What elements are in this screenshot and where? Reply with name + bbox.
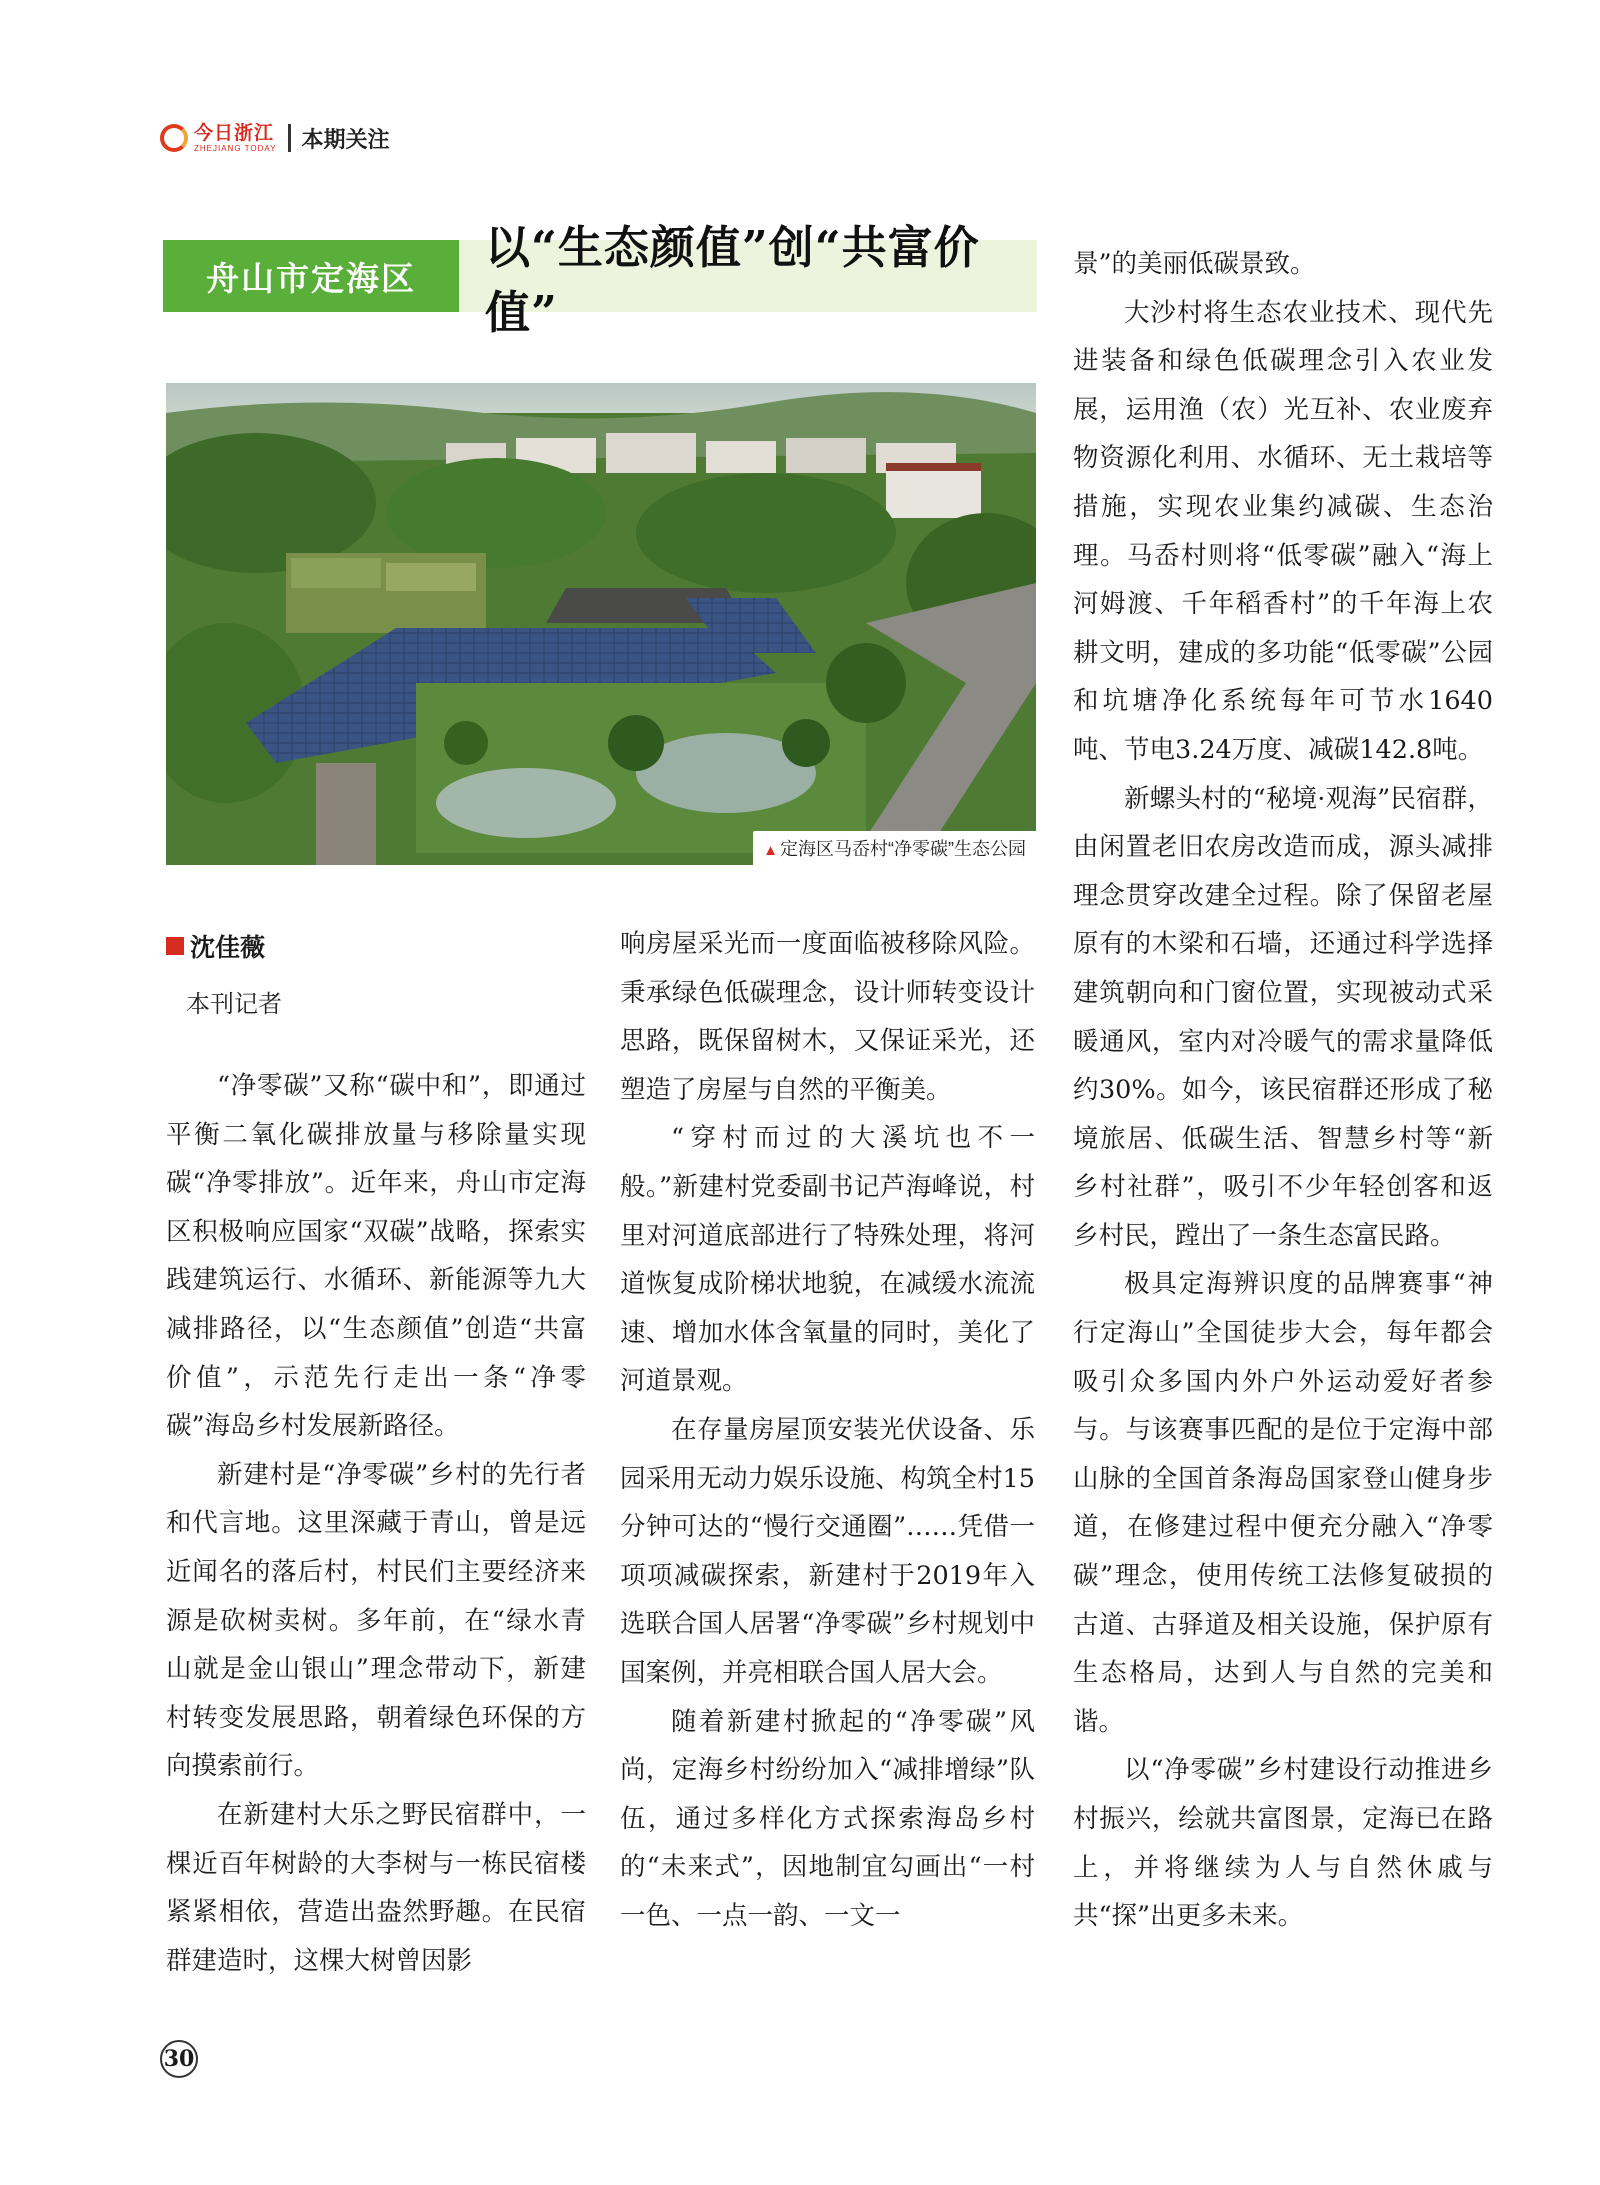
paragraph: 响房屋采光而一度面临被移除风险。秉承绿色低碳理念，设计师转变设计思路，既保留树木，又保证采光，还塑造了房屋与自然的平衡美。 — [620, 929, 1035, 1105]
page-header — [160, 118, 389, 158]
article-title: 以“生态颜值”创“共富价值” — [485, 221, 980, 339]
magazine-logo — [160, 124, 276, 153]
red-square-icon — [166, 937, 184, 955]
logo-english: ZHEJIANG TODAY — [194, 143, 277, 153]
page-number: 30 — [160, 2040, 198, 2078]
text-column-1 — [166, 1062, 586, 1985]
byline — [166, 928, 282, 1019]
photo-caption — [753, 831, 1036, 865]
section-name: 本期关注 — [301, 126, 390, 152]
paragraph: 在新建村大乐之野民宿群中，一棵近百年树龄的大李树与一栋民宿楼紧紧相依，营造出盎然野趣。在民宿群建造时，这棵大树曾因影 — [166, 1799, 586, 1976]
article-photo — [166, 383, 1036, 865]
author-role: 本刊记者 — [186, 990, 282, 1018]
paragraph: 新螺头村的“秘境·观海”民宿群，由闲置老旧农房改造而成，源头减排理念贯穿改建全过程。除了保留老屋原有的木梁和石墙，还通过科学选择建筑朝向和门窗位置，实现被动式采暖通风，室内对冷暖气的需求量降低约30%。如今，该民宿群还形成了秘境旅居、低碳生活、智慧乡村等“新乡村社群”，吸引不少年轻创客和返乡村民，蹚出了一条生态富民路。 — [1073, 783, 1493, 1251]
logo-chinese: 今日浙江 — [194, 122, 275, 144]
eco-park-aerial-photo — [166, 383, 1036, 865]
paragraph: “净零碳”又称“碳中和”，即通过平衡二氧化碳排放量与移除量实现碳“净零排放”。近年来，舟山市定海区积极响应国家“双碳”战略，探索实践建筑运行、水循环、新能源等九大减排路径，以“生态颜值”创造“共富价值”，示范先行走出一条“净零碳”海岛乡村发展新路径。 — [166, 1071, 586, 1442]
photo-caption-text: 定海区马岙村“净零碳”生态公园 — [780, 839, 1026, 859]
author-line — [166, 928, 282, 964]
paragraph: 景”的美丽低碳景致。 — [1073, 249, 1316, 279]
header-divider — [288, 124, 291, 152]
text-column-3 — [1073, 240, 1493, 1941]
article-title-banner — [163, 221, 1037, 339]
author-name: 沈佳薇 — [190, 934, 266, 962]
paragraph: 随着新建村掀起的“净零碳”风尚，定海乡村纷纷加入“减排增绿”队伍，通过多样化方式探索海岛乡村的“未来式”，因地制宜勾画出“一村一色、一点一韵、一文一 — [620, 1706, 1035, 1931]
paragraph: “穿村而过的大溪坑也不一般。”新建村党委副书记芦海峰说，村里对河道底部进行了特殊处理，将河道恢复成阶梯状地貌，在减缓水流流速、增加水体含氧量的同时，美化了河道景观。 — [620, 1123, 1035, 1397]
logo-swirl-icon — [160, 124, 188, 152]
triangle-icon: ▲ — [763, 842, 778, 859]
paragraph: 大沙村将生态农业技术、现代先进装备和绿色低碳理念引入农业发展，运用渔（农）光互补、农业废弃物资源化利用、水循环、无土栽培等措施，实现农业集约减碳、生态治理。马岙村则将“低零碳”融入“海上河姆渡、千年稻香村”的千年海上农耕文明，建成的多功能“低零碳”公园和坑塘净化系统每年可节水1640吨、节电3.24万度、减碳142.8吨。 — [1073, 297, 1493, 765]
text-column-2 — [620, 920, 1035, 1940]
paragraph: 以“净零碳”乡村建设行动推进乡村振兴，绘就共富图景，定海已在路上，并将继续为人与自然休戚与共“探”出更多未来。 — [1073, 1755, 1493, 1932]
paragraph: 新建村是“净零碳”乡村的先行者和代言地。这里深藏于青山，曾是远近闻名的落后村，村民们主要经济来源是砍树卖树。多年前，在“绿水青山就是金山银山”理念带动下，新建村转变发展思路，朝着绿色环保的方向摸索前行。 — [166, 1459, 586, 1782]
paragraph: 极具定海辨识度的品牌赛事“神行定海山”全国徒步大会，每年都会吸引众多国内外户外运动爱好者参与。与该赛事匹配的是位于定海中部山脉的全国首条海岛国家登山健身步道，在修建过程中便充分融入“净零碳”理念，使用传统工法修复破损的古道、古驿道及相关设施，保护原有生态格局，达到人与自然的完美和谐。 — [1073, 1269, 1493, 1737]
region-tag: 舟山市定海区 — [163, 240, 459, 312]
paragraph: 在存量房屋顶安装光伏设备、乐园采用无动力娱乐设施、构筑全村15分钟可达的“慢行交通圈”……凭借一项项减碳探索，新建村于2019年入选联合国人居署“净零碳”乡村规划中国案例，并亮相联合国人居大会。 — [620, 1414, 1035, 1688]
